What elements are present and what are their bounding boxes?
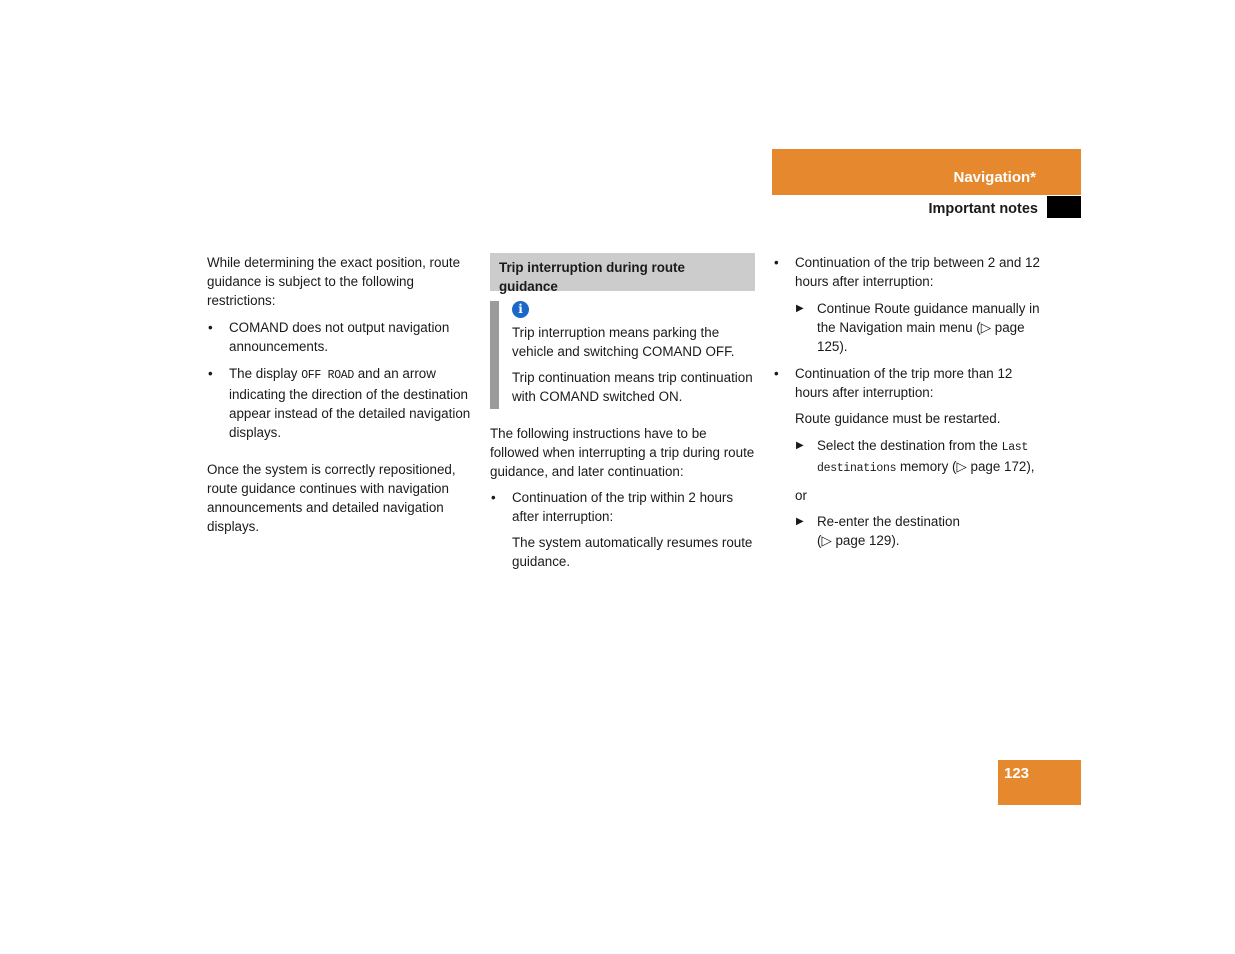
column-2	[490, 253, 758, 571]
list-item: • Continuation of the trip more than 12 hours after interruption:	[773, 364, 1041, 402]
page-number-box	[998, 760, 1081, 805]
subsection-title: Important notes	[928, 201, 1038, 217]
list-item-detail: Route guidance must be restarted.	[795, 411, 1001, 426]
subsection-marker	[1047, 196, 1081, 218]
info-text: Trip interruption means parking the vehicle and switching COMAND OFF.	[512, 325, 735, 359]
display-code: OFF ROAD	[301, 369, 355, 382]
outro-paragraph: Once the system is correctly repositioned, route guidance continues with navigation announcements and detailed navigation displays.	[207, 462, 456, 534]
info-box	[490, 301, 758, 406]
or-text: or	[795, 488, 807, 503]
section-title: Navigation*	[953, 169, 1036, 186]
column-1	[207, 253, 475, 536]
menu-code: Last destinations	[817, 441, 1029, 475]
instruction-step: ▶ Select the destination from the Last destinations memory (▷ page 172),	[795, 436, 1057, 478]
section-header-bar	[772, 149, 1081, 195]
instruction-step: ▶ Continue Route guidance manually in the Navigation main menu (▷ page 125).	[795, 299, 1057, 356]
list-item: • Continuation of the trip within 2 hours after interruption:	[490, 488, 758, 526]
instruction-step: ▶ Re-enter the destination (▷ page 129).	[795, 512, 977, 550]
list-item: • COMAND does not output navigation announcements.	[207, 318, 475, 356]
info-icon: i	[512, 301, 529, 318]
column-3	[773, 253, 1041, 550]
intro-paragraph: While determining the exact position, route guidance is subject to the following restrictions:	[207, 255, 461, 308]
page-number: 123	[1004, 765, 1030, 782]
instructions-paragraph: The following instructions have to be followed when interrupting a trip during route guidance, and later continuation:	[490, 426, 755, 479]
info-text: Trip continuation means trip continuation with COMAND switched ON.	[512, 370, 753, 404]
list-item-detail: The system automatically resumes route guidance.	[512, 535, 753, 569]
list-item: • Continuation of the trip between 2 and 12 hours after interruption:	[773, 253, 1041, 291]
list-item: • The display OFF ROAD and an arrow indicating the direction of the destination appear instead of the detailed navigation displays.	[207, 364, 475, 442]
section-heading: Trip interruption during route guidance	[490, 253, 755, 291]
info-bar	[490, 301, 499, 409]
